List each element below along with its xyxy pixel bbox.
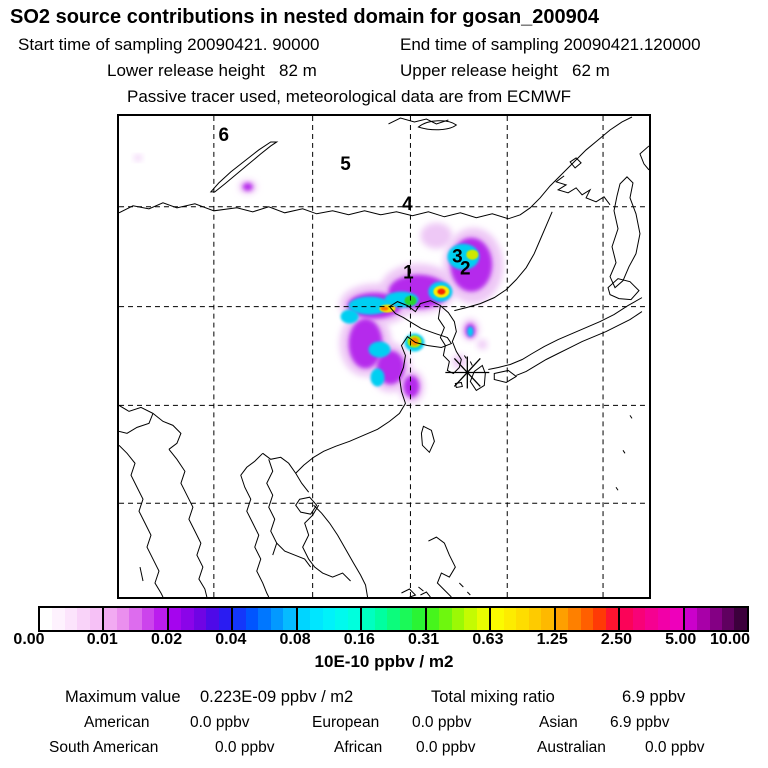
coastline-path [516,312,642,376]
colorbar-cell [645,608,657,630]
colorbar-tick-label: 2.50 [600,631,633,648]
plume-blob [420,223,452,249]
colorbar-segment [104,608,168,630]
colorbar [38,606,749,632]
region-number-label: 4 [402,193,413,215]
colorbar-segment [491,608,555,630]
colorbar-cell [104,608,116,630]
coastline-path [570,158,581,168]
colorbar-cell [387,608,399,630]
coastline-path [140,567,143,581]
coastline-path [418,121,456,130]
coastline-path [421,426,434,452]
plume-blob [437,289,445,295]
colorbar-segment [620,608,684,630]
colorbar-tick-label: 0.31 [408,631,440,648]
region-asian-label: Asian [539,714,578,731]
coastline-path [119,405,153,433]
colorbar-cell [233,608,245,630]
colorbar-cell [633,608,645,630]
plume-blob [477,340,487,350]
colorbar-cell [556,608,568,630]
coastline-path [119,117,632,219]
coastline-path [610,177,640,288]
region-african-label: African [334,739,383,756]
coastline-path [241,453,269,597]
colorbar-cell [658,608,670,630]
colorbar-tick-label: 5.00 [665,631,697,648]
colorbar-tick-label: 1.25 [536,631,568,648]
region-european-value: 0.0 ppbv [412,714,472,731]
coastline-path [119,445,163,597]
coastline-path [153,413,181,449]
coastline-path [623,450,625,453]
colorbar-cell [154,608,166,630]
coastline-path [169,449,207,597]
colorbar-cell [606,608,618,630]
colorbar-cell [335,608,347,630]
gosan-receptor-star-icon [445,357,489,389]
coastline-path [556,176,610,205]
coastline-path [459,583,463,587]
plume-blob [369,342,391,358]
colorbar-tick-label: 0.00 [13,631,45,648]
coastline-path [494,370,516,382]
coastline-path [428,537,455,597]
colorbar-cell [620,608,632,630]
region-european-label: European [312,714,380,731]
total-mixing-ratio-label: Total mixing ratio [431,688,555,706]
colorbar-cell [400,608,412,630]
colorbar-cell [271,608,283,630]
plume-blob [341,310,359,324]
colorbar-cell [685,608,697,630]
end-time-text: End time of sampling 20090421.120000 [400,35,701,54]
colorbar-cell [568,608,580,630]
colorbar-segment [427,608,491,630]
plume-blob [371,368,385,386]
colorbar-cell [181,608,193,630]
colorbar-cell [477,608,489,630]
colorbar-cell [40,608,52,630]
coastline-path [467,592,470,595]
colorbar-cell [427,608,439,630]
colorbar-segment [298,608,362,630]
colorbar-cell [516,608,528,630]
coastline-path [418,587,423,591]
region-number-label: 3 [452,246,463,268]
plume-blob [243,183,253,191]
colorbar-segment [233,608,297,630]
coastline-path [303,505,351,581]
colorbar-cell [129,608,141,630]
start-time-text: Start time of sampling 20090421. 90000 [18,35,320,54]
colorbar-cell [722,608,734,630]
colorbar-tick-label: 10.00 [709,631,751,648]
max-value-label: Maximum value [65,688,181,706]
colorbar-cell [194,608,206,630]
colorbar-cell [452,608,464,630]
upper-release-text: Upper release height 62 m [400,61,610,80]
region-australian-label: Australian [537,739,606,756]
region-number-label: 6 [218,124,230,146]
tracer-note-text: Passive tracer used, meteorological data are from ECMWF [127,87,572,106]
colorbar-cell [504,608,516,630]
colorbar-cell [491,608,503,630]
plume-blob [134,155,142,161]
map-svg [119,116,649,597]
region-african-value: 0.0 ppbv [416,739,476,756]
colorbar-cell [246,608,258,630]
colorbar-tick-label: 0.63 [472,631,504,648]
colorbar-cell [348,608,360,630]
colorbar-cell [734,608,746,630]
colorbar-segment [362,608,426,630]
colorbar-cell [362,608,374,630]
region-asian-value: 6.9 ppbv [610,714,670,731]
region-number-label: 1 [403,262,414,284]
coastline-path [277,543,311,567]
max-value: 0.223E-09 ppbv / m2 [200,688,354,706]
colorbar-cell [169,608,181,630]
coastline-path [616,487,618,490]
colorbar-cell [697,608,709,630]
colorbar-cell [593,608,605,630]
colorbar-cell [52,608,64,630]
coastline-path [401,589,415,597]
colorbar-tick-label: 0.16 [343,631,375,648]
colorbar-tick-label: 0.02 [150,631,183,648]
colorbar-segment [556,608,620,630]
region-number-label: 2 [460,258,471,280]
colorbar-cell [670,608,682,630]
colorbar-cell [117,608,129,630]
total-mixing-ratio-value: 6.9 ppbv [622,688,686,706]
coastline-path [263,453,296,473]
coastline-path [267,459,277,555]
colorbar-cell [323,608,335,630]
figure-title: SO2 source contributions in nested domain for gosan_200904 [10,6,600,28]
colorbar-cell [219,608,231,630]
plume-blob [403,375,419,397]
colorbar-cell [529,608,541,630]
region-american-label: American [84,714,150,731]
colorbar-cell [412,608,424,630]
colorbar-cell [206,608,218,630]
colorbar-cell [541,608,553,630]
colorbar-cell [65,608,77,630]
colorbar-cell [710,608,722,630]
colorbar-ticks [0,631,768,651]
coastline-path [314,505,368,597]
coastline-path [488,298,642,370]
region-american-value: 0.0 ppbv [190,714,250,731]
colorbar-cell [439,608,451,630]
colorbar-cell [581,608,593,630]
colorbar-cell [90,608,102,630]
lower-release-text: Lower release height 82 m [107,61,317,80]
plume-blob [467,327,473,337]
colorbar-tick-label: 0.01 [86,631,118,648]
plume-blob [381,307,389,311]
coastline-path [630,415,632,418]
colorbar-cell [283,608,295,630]
colorbar-cell [77,608,89,630]
coastline-path [640,146,649,170]
colorbar-cell [258,608,270,630]
region-south-american-label: South American [49,739,159,756]
region-number-label: 5 [340,153,351,175]
colorbar-segment [685,608,747,630]
region-south-american-value: 0.0 ppbv [215,739,275,756]
colorbar-segment [169,608,233,630]
colorbar-cell [142,608,154,630]
region-australian-value: 0.0 ppbv [645,739,705,756]
colorbar-units-label: 10E-10 ppbv / m2 [314,652,454,671]
coastline-path [470,361,472,365]
region-label-layer [219,125,471,284]
colorbar-segment [40,608,104,630]
coastline-path [420,592,430,597]
colorbar-cell [464,608,476,630]
colorbar-tick-label: 0.08 [279,631,311,648]
colorbar-cell [298,608,310,630]
colorbar-cell [310,608,322,630]
colorbar-tick-label: 0.04 [215,631,247,648]
map-frame [117,114,651,599]
colorbar-cell [375,608,387,630]
